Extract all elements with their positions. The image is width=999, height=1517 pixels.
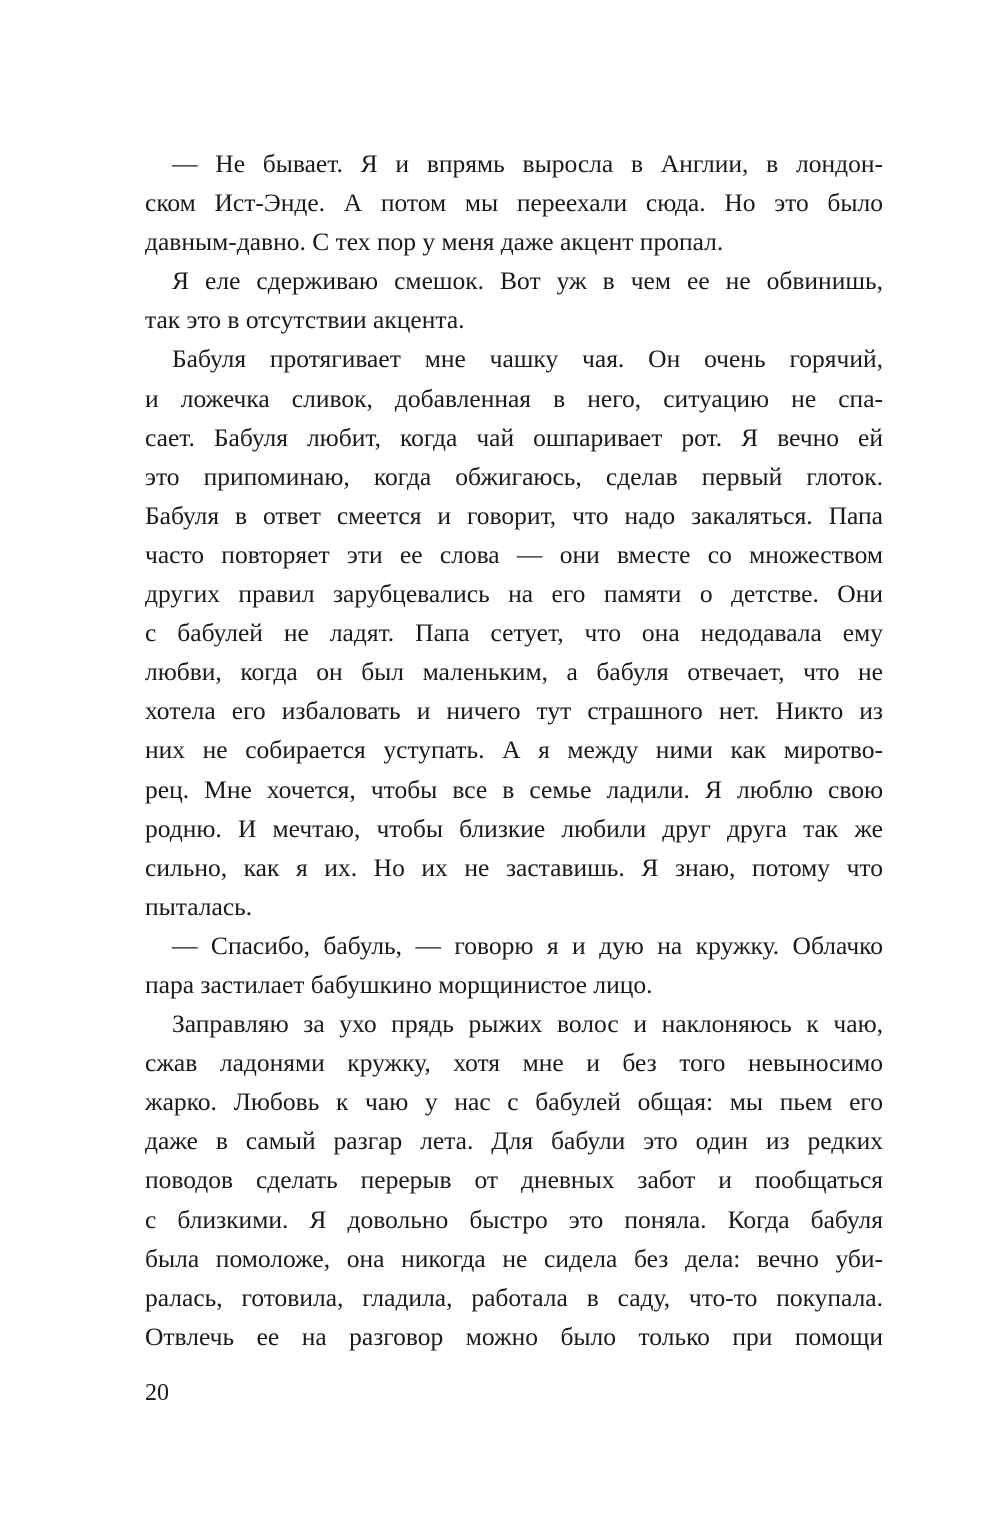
text-line: это припоминаю, когда обжигаюсь, сделав первый глоток. (145, 461, 883, 491)
text-line: Отвлечь ее на разговор можно было только при помощи (145, 1321, 883, 1351)
text-line: жарко. Любовь к чаю у нас с бабулей общая: мы пьем его (145, 1087, 883, 1117)
paragraph (145, 339, 883, 925)
text-line: с бабулей не ладят. Папа сетует, что она недодавала ему (145, 618, 883, 648)
text-line: других правил зарубцевались на его памяти о детстве. Они (145, 579, 883, 609)
text-line: Я еле сдерживаю смешок. Вот уж в чем ее не обвинишь, (172, 266, 883, 296)
paragraph (145, 926, 883, 1004)
text-line: так это в отсутствии акцента. (145, 305, 465, 335)
text-line: — Спасибо, бабуль, — говорю я и дую на кружку. Облачко (172, 930, 883, 960)
paragraph (145, 1004, 883, 1356)
text-line: хотела его избаловать и ничего тут страшного нет. Никто из (145, 696, 883, 726)
text-line: сжав ладонями кружку, хотя мне и без того невыносимо (145, 1048, 883, 1078)
text-line: сильно, как я их. Но их не заставишь. Я знаю, потому что (145, 852, 883, 882)
text-line: часто повторяет эти ее слова — они вместе со множеством (145, 539, 883, 569)
text-line: Бабуля протягивает мне чашку чая. Он очень горячий, (172, 344, 883, 374)
text-line: рец. Мне хочется, чтобы все в семье ладили. Я люблю свою (145, 774, 883, 804)
paragraph (145, 144, 883, 261)
page-body (145, 144, 883, 1356)
text-line: была помоложе, она никогда не сидела без дела: вечно уби- (145, 1243, 883, 1273)
text-line: пыталась. (145, 891, 253, 921)
text-line: давным-давно. С тех пор у меня даже акцент пропал. (145, 227, 724, 257)
text-line: даже в самый разгар лета. Для бабули это один из редких (145, 1126, 883, 1156)
text-line: поводов сделать перерыв от дневных забот и пообщаться (145, 1165, 883, 1195)
text-line: Бабуля в ответ смеется и говорит, что надо закаляться. Папа (145, 500, 883, 530)
page-number: 20 (145, 1380, 169, 1406)
text-line: — Не бывает. Я и впрямь выросла в Англии, в лондон- (172, 149, 883, 178)
text-line: них не собирается уступать. А я между ними как миротво- (145, 735, 883, 765)
paragraph (145, 261, 883, 339)
text-line: родню. И мечтаю, чтобы близкие любили друг друга так же (145, 813, 883, 843)
text-line: Заправляю за ухо прядь рыжих волос и наклоняюсь к чаю, (172, 1009, 883, 1039)
text-line: любви, когда он был маленьким, а бабуля отвечает, что не (145, 657, 883, 687)
text-line: ском Ист-Энде. А потом мы переехали сюда. Но это было (145, 188, 883, 218)
text-line: пара застилает бабушкино морщинистое лицо. (145, 969, 653, 999)
text-line: и ложечка сливок, добавленная в него, ситуацию не спа- (145, 383, 883, 413)
text-line: с близкими. Я довольно быстро это поняла. Когда бабуля (145, 1204, 883, 1234)
text-line: ралась, готовила, гладила, работала в саду, что-то покупала. (145, 1282, 883, 1312)
text-line: сает. Бабуля любит, когда чай ошпаривает рот. Я вечно ей (145, 422, 883, 452)
